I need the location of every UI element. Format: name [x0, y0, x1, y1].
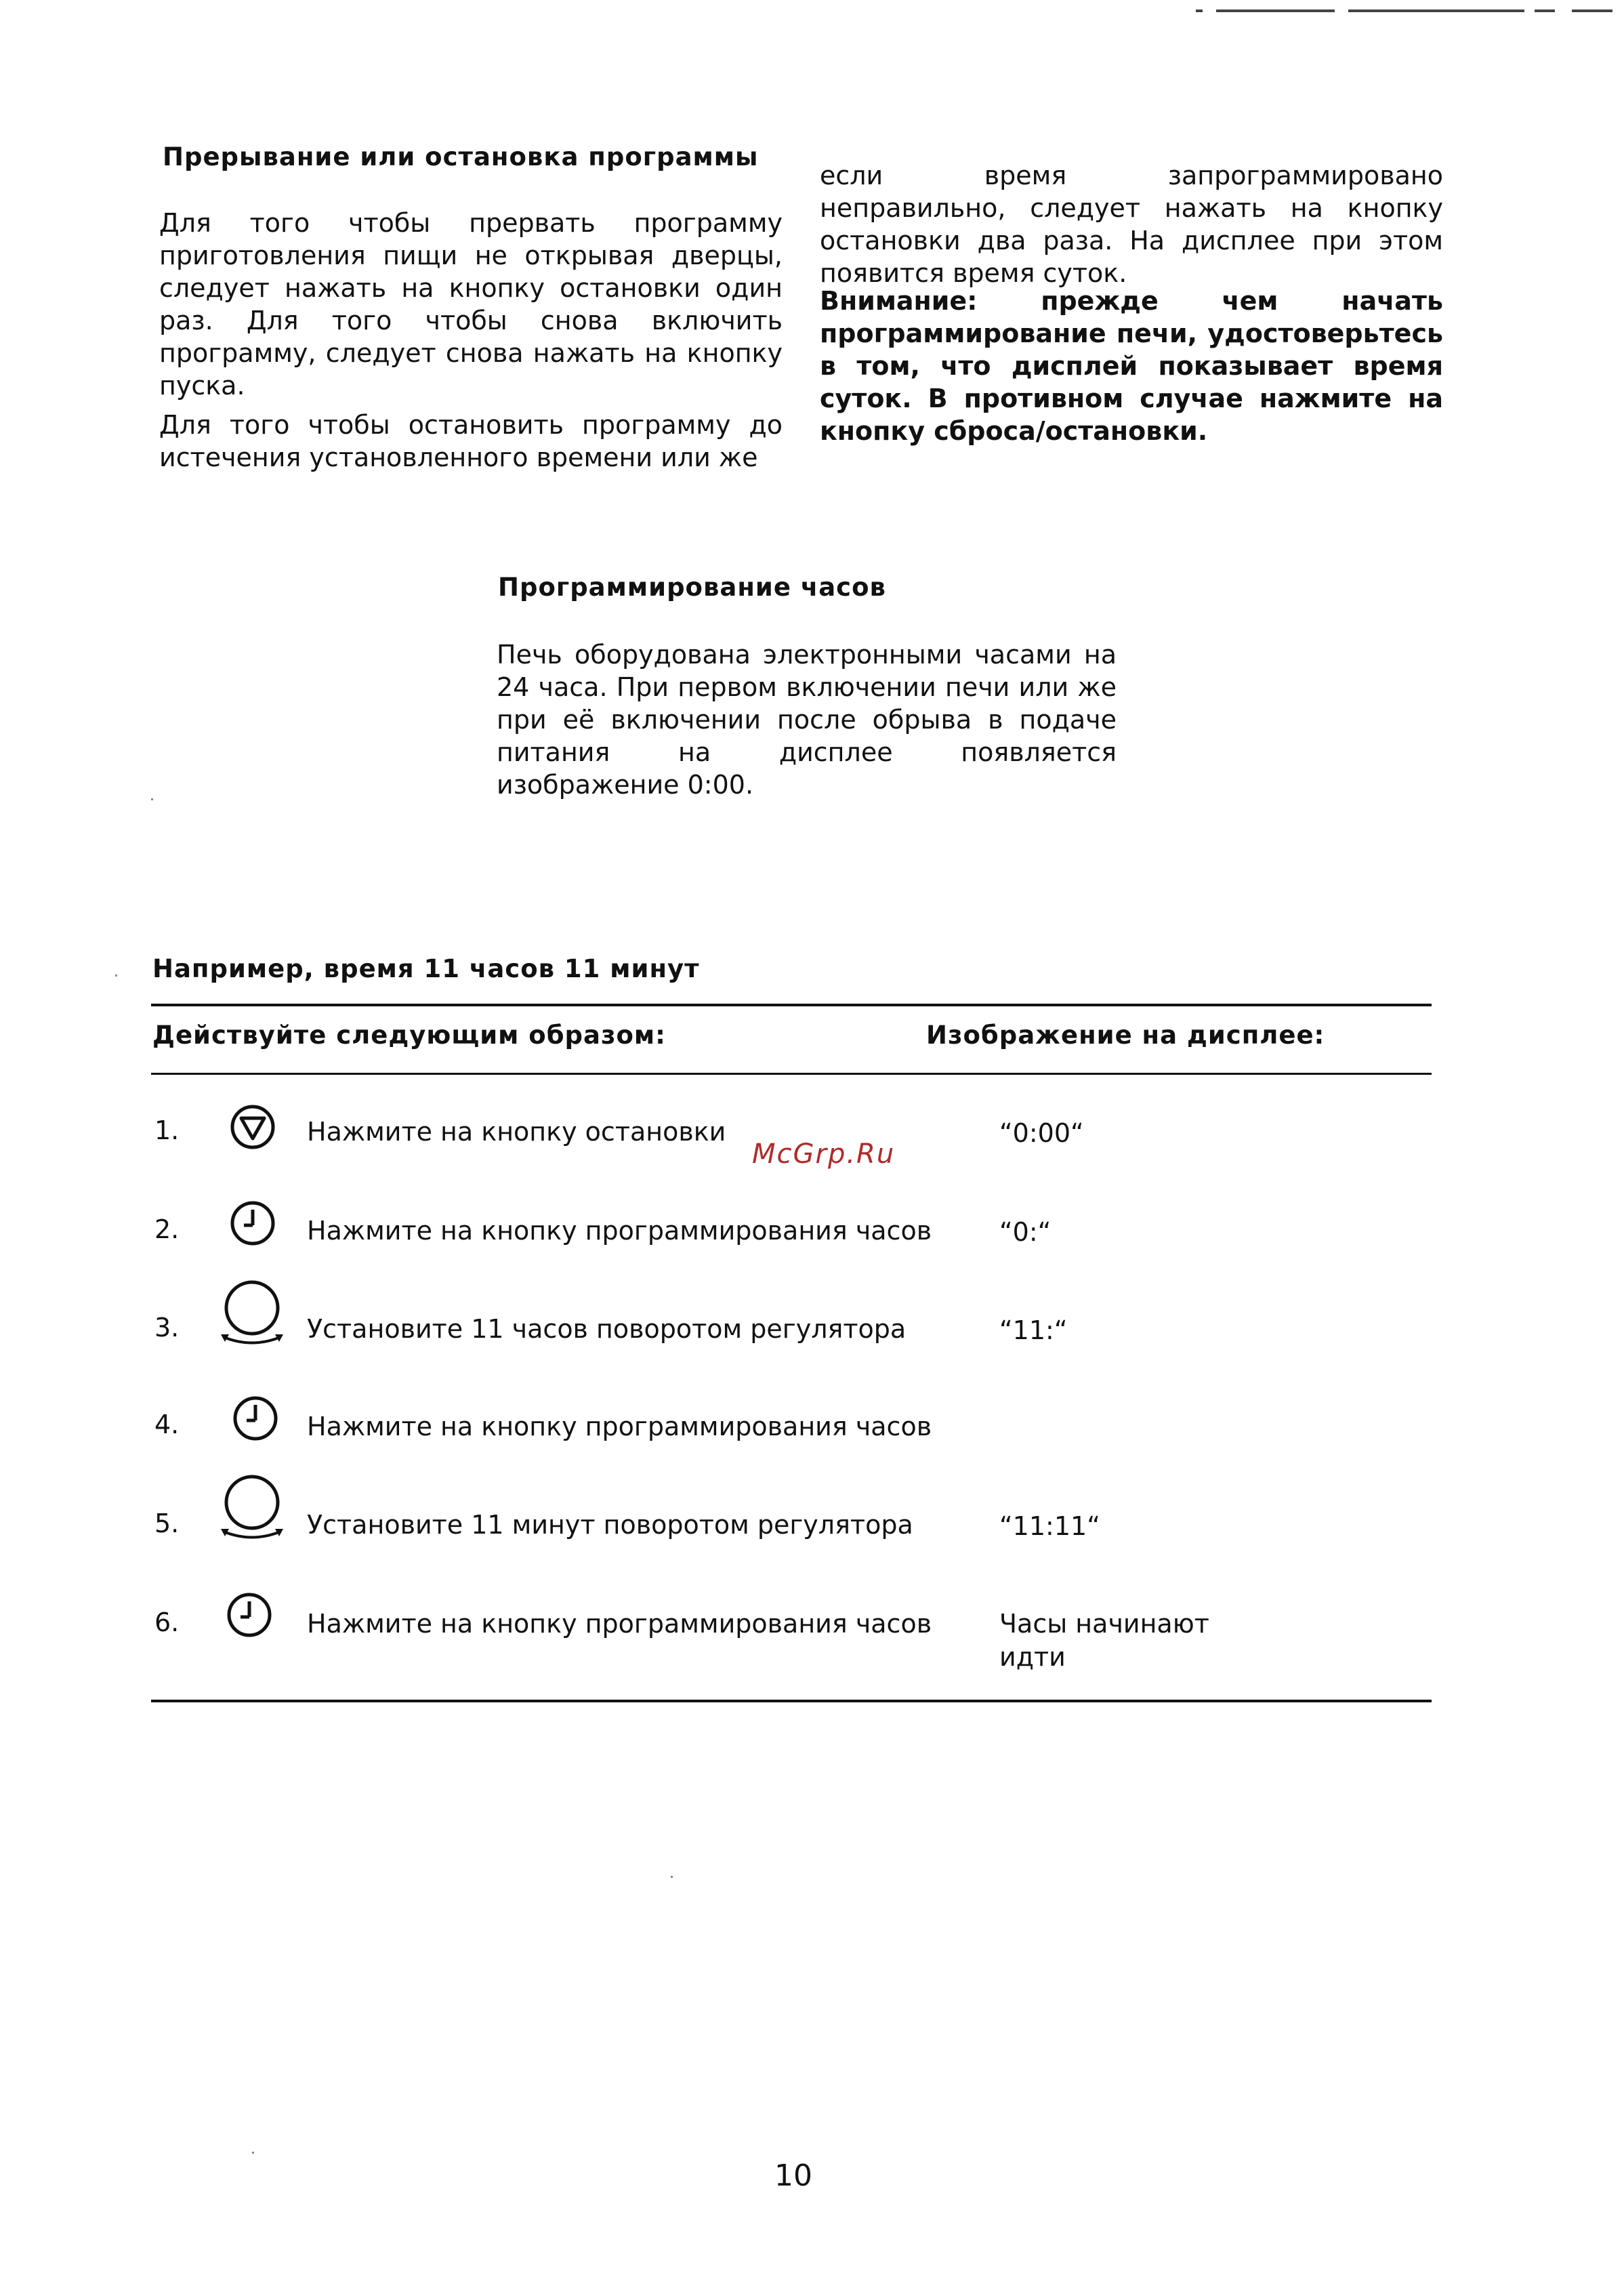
column-header-display: Изображение на дисплее: — [926, 1021, 1325, 1050]
scan-speck — [671, 1876, 673, 1878]
scan-mark — [1348, 9, 1524, 12]
step-number: 2. — [154, 1214, 180, 1244]
section-heading-clock: Программирование часов — [498, 573, 886, 602]
step-number: 5. — [154, 1509, 180, 1538]
step-action: Установите 11 часов поворотом регулятора — [307, 1314, 907, 1344]
step-display: “0:“ — [999, 1217, 1052, 1247]
scan-speck — [115, 975, 117, 977]
example-title: Например, время 11 часов 11 минут — [152, 954, 700, 983]
section-heading-interrupt: Прерывание или остановка программы — [163, 142, 759, 171]
step-action: Установите 11 минут поворотом регулятора — [307, 1510, 913, 1540]
column-header-action: Действуйте следующим образом: — [152, 1021, 666, 1050]
step-number: 6. — [154, 1607, 180, 1637]
step-action: Нажмите на кнопку программирования часов — [307, 1412, 932, 1441]
rotary-knob-icon — [218, 1472, 286, 1543]
step-number: 4. — [154, 1410, 180, 1439]
step-number: 1. — [154, 1115, 180, 1145]
warning-note: Внимание: прежде чем начать программирование печи, удостоверьтесь в том, что дисплей показывает время суток. В противном случае нажмите на кнопку сброса/остановки. — [820, 286, 1443, 446]
scan-speck — [151, 798, 153, 800]
clock-icon — [229, 1200, 276, 1247]
interrupt-paragraph-1: Для того чтобы прервать программу приготовления пищи не открывая дверцы, следует нажать на кнопку остановки один раз. Для того чтобы снова включить программу, следует снова нажать на кнопку пуска. — [159, 208, 783, 401]
step-number: 3. — [154, 1313, 180, 1342]
step-display: “11:11“ — [999, 1511, 1100, 1541]
step-action: Нажмите на кнопку программирования часов — [307, 1609, 932, 1639]
rotary-knob-icon — [218, 1277, 286, 1349]
scan-speck — [252, 2152, 254, 2154]
scan-mark — [1216, 9, 1335, 12]
scan-mark — [1572, 9, 1612, 12]
stop-button-icon — [229, 1103, 276, 1151]
step-action: Нажмите на кнопку программирования часов — [307, 1216, 932, 1246]
table-header-rule — [151, 1073, 1432, 1075]
page-number: 10 — [774, 2158, 812, 2193]
step-display: “0:00“ — [999, 1118, 1084, 1148]
step-display: идти — [999, 1642, 1066, 1672]
interrupt-paragraph-3: если время запрограммировано неправильно, следует нажать на кнопку остановки два раза. На дисплее при этом появится время суток. — [820, 161, 1443, 288]
watermark: McGrp.Ru — [752, 1139, 896, 1170]
clock-paragraph: Печь оборудована электронными часами на 24 часа. При первом включении печи или же при её включении после обрыва в подаче питания на дисплее появляется изображение 0:00. — [497, 640, 1117, 800]
clock-icon — [226, 1591, 273, 1639]
table-top-rule — [151, 1004, 1432, 1006]
step-display: Часы начинают — [999, 1609, 1209, 1639]
step-action: Нажмите на кнопку остановки — [307, 1117, 726, 1147]
table-bottom-rule — [151, 1700, 1432, 1702]
scan-mark — [1196, 9, 1203, 12]
step-display: “11:“ — [999, 1315, 1068, 1345]
scan-mark — [1535, 9, 1555, 12]
clock-icon — [232, 1395, 279, 1442]
interrupt-paragraph-2: Для того чтобы остановить программу до истечения установленного времени или же — [159, 410, 783, 472]
